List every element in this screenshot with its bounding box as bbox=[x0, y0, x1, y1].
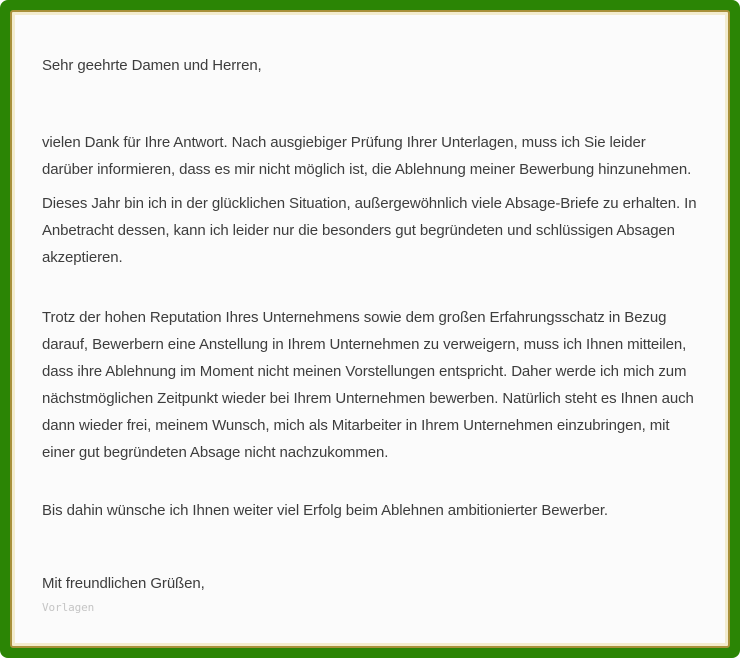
watermark-vorlagen: Vorlagen bbox=[42, 601, 95, 614]
salutation: Sehr geehrte Damen und Herren, bbox=[42, 57, 262, 74]
closing: Mit freundlichen Grüßen, bbox=[42, 575, 205, 592]
paragraph-1: vielen Dank für Ihre Antwort. Nach ausgiebiger Prüfung Ihrer Unterlagen, muss ich Sie leider darüber informieren, dass es mir nicht möglich ist, die Ablehnung meiner Bewerbung hinzunehmen. bbox=[42, 134, 692, 178]
paragraph-2: Dieses Jahr bin ich in der glücklichen Situation, außergewöhnlich viele Absage-Briefe zu erhalten. In Anbetracht dessen, kann ich leider nur die besonders gut begründeten und schlüssigen Absagen akzeptieren. bbox=[42, 195, 697, 266]
paragraph-4: Bis dahin wünsche ich Ihnen weiter viel Erfolg beim Ablehnen ambitionierter Bewerber. bbox=[42, 502, 608, 519]
letter-page bbox=[10, 10, 730, 648]
paragraph-3: Trotz der hohen Reputation Ihres Unternehmens sowie dem großen Erfahrungsschatz in Bezug darauf, Bewerbern eine Anstellung in Ihrem Unternehmen zu verweigern, muss ich Ihnen mitteilen, dass ihre Ablehnung im Moment nicht meinen Vorstellungen entspricht. Daher werde ich mich zum nächstmöglichen Zeitpunkt wieder bei Ihrem Unternehmen bewerben. Natürlich steht es Ihnen auch dann wieder frei, meinem Wunsch, mich als Mitarbeiter in Ihrem Unternehmen einzubringen, mit einer gut begründeten Absage nicht nachzukommen. bbox=[42, 309, 694, 461]
